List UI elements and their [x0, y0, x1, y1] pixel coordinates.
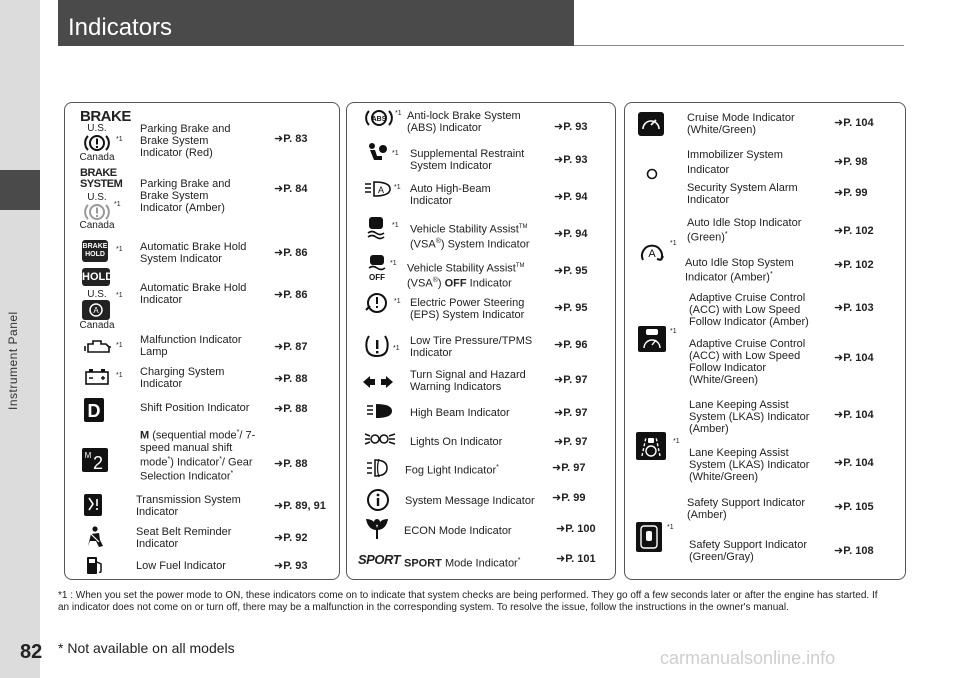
vsa-off-icon [366, 254, 388, 282]
label-acc-amber: Adaptive Cruise Control (ACC) with Low Speed Follow Indicator (Amber) [689, 292, 809, 328]
shift-position-d-icon [84, 398, 104, 422]
label-auto-brake-hold: Automatic Brake Hold Indicator [140, 282, 247, 306]
ref-p94: ➜P. 94 [554, 191, 588, 203]
arrow-icon: ➜ [274, 341, 284, 353]
ref-p87: ➜P. 87 [274, 341, 308, 353]
ref-p108: ➜P. 108 [834, 545, 874, 557]
arrow-icon: ➜ [834, 225, 844, 237]
brake-word-icon: BRAKE [80, 108, 131, 125]
auto-brake-hold-icon [82, 300, 110, 320]
sport-word-icon: SPORT [358, 552, 401, 567]
turn-signal-icon [362, 374, 394, 390]
svg-text:A: A [93, 306, 99, 315]
auto-high-beam-icon [364, 180, 392, 198]
ref-p97b: ➜P. 97 [554, 407, 588, 419]
ref-p105: ➜P. 105 [834, 501, 874, 513]
arrow-icon: ➜ [554, 191, 564, 203]
svg-text:D: D [87, 401, 101, 421]
label-econ: ECON Mode Indicator [404, 525, 512, 537]
page-number: 82 [20, 641, 43, 663]
gear-m2-icon [82, 448, 108, 472]
footnote-ref: *1 [670, 240, 677, 247]
ref-p102b: ➜P. 102 [834, 259, 874, 271]
ref-p101: ➜P. 101 [556, 553, 596, 565]
label-sport-mode: SPORT Mode Indicator* [404, 557, 521, 570]
label-acc-white-green: Adaptive Cruise Control (ACC) with Low Speed Follow Indicator (White/Green) [689, 338, 806, 386]
arrow-icon: ➜ [274, 247, 284, 259]
label-lkas-white-green: Lane Keeping Assist System (LKAS) Indicator (White/Green) [689, 447, 810, 483]
arrow-icon: ➜ [834, 457, 844, 469]
region-canada: Canada [79, 152, 115, 163]
hold-icon: HOLD [82, 268, 110, 286]
arrow-icon: ➜ [834, 259, 844, 271]
arrow-icon: ➜ [834, 302, 844, 314]
arrow-icon: ➜ [554, 407, 564, 419]
arrow-icon: ➜ [274, 532, 284, 544]
arrow-icon: ➜ [834, 156, 844, 168]
ref-p88b: ➜P. 88 [274, 403, 308, 415]
arrow-icon: ➜ [554, 154, 564, 166]
svg-text:ABS: ABS [371, 116, 387, 123]
region-us: U.S. [87, 289, 107, 300]
svg-text:OFF: OFF [369, 273, 385, 282]
ref-p104b: ➜P. 104 [834, 352, 874, 364]
footnote-ref: *1 [395, 110, 402, 117]
footnote: *1 : When you set the power mode to ON, these indicators come on to indicate that system checks are being performed. They go off a few seconds later or after the engine has started. If an indicator does not come on or turn off, there may be a malfunction in the corresponding system. To resolve the issue, follow the instructions in the owner's manual. [58, 590, 878, 613]
ref-p99-sm: ➜P. 99 [552, 492, 586, 504]
abs-icon [364, 108, 394, 128]
lights-on-icon [364, 430, 396, 448]
arrow-icon: ➜ [554, 374, 564, 386]
arrow-icon: ➜ [274, 373, 284, 385]
label-eps: Electric Power Steering (EPS) System Indicator [410, 297, 525, 321]
arrow-icon: ➜ [554, 121, 564, 133]
label-safety-support-green: Safety Support Indicator (Green/Gray) [689, 539, 808, 563]
arrow-icon: ➜ [552, 462, 562, 474]
label-immobilizer: Immobilizer System Indicator [687, 149, 783, 176]
label-vsa: Vehicle Stability Assist™ (VSA®) System Indicator [410, 223, 530, 251]
transmission-icon [84, 494, 102, 516]
label-auto-idle-stop-green: Auto Idle Stop Indicator (Green)* [687, 217, 802, 244]
footnote-ref: *1 [392, 222, 399, 229]
svg-text:M: M [84, 451, 92, 460]
footnote-ref: *1 [390, 260, 397, 267]
label-security-alarm: Security System Alarm Indicator [687, 182, 798, 206]
arrow-icon: ➜ [834, 187, 844, 199]
brake-warning-amber-icon [84, 202, 110, 222]
ref-p97c: ➜P. 97 [554, 436, 588, 448]
label-system-message: System Message Indicator [405, 495, 535, 507]
ref-p88: ➜P. 88 [274, 373, 308, 385]
label-transmission-system: Transmission System Indicator [136, 494, 241, 518]
footnote-ref: *1 [116, 246, 123, 253]
label-parking-brake-red: Parking Brake and Brake System Indicator (Red) [140, 123, 231, 159]
ref-p92: ➜P. 92 [274, 532, 308, 544]
ref-p93-srs: ➜P. 93 [554, 154, 588, 166]
ref-p95b: ➜P. 95 [554, 302, 588, 314]
battery-icon [84, 368, 110, 386]
label-auto-idle-stop-amber: Auto Idle Stop System Indicator (Amber)* [685, 257, 794, 284]
tire-pressure-icon [364, 334, 390, 358]
safety-support-icon [636, 522, 662, 552]
label-srs: Supplemental Restraint System Indicator [410, 148, 525, 172]
ref-p103: ➜P. 103 [834, 302, 874, 314]
arrow-icon: ➜ [274, 183, 284, 195]
fog-light-icon [366, 458, 388, 478]
label-high-beam: High Beam Indicator [410, 407, 510, 419]
system-message-icon [366, 488, 390, 512]
high-beam-icon [366, 402, 394, 420]
arrow-icon: ➜ [274, 133, 284, 145]
label-shift-position: Shift Position Indicator [140, 402, 250, 414]
label-seat-belt: Seat Belt Reminder Indicator [136, 526, 232, 550]
svg-text:A: A [648, 248, 656, 260]
ref-p97d: ➜P. 97 [552, 462, 586, 474]
arrow-icon: ➜ [554, 436, 564, 448]
footnote-ref: *1 [394, 184, 401, 191]
ref-p104c: ➜P. 104 [834, 409, 874, 421]
arrow-icon: ➜ [834, 117, 844, 129]
arrow-icon: ➜ [834, 545, 844, 557]
ref-p89: ➜P. 89, 91 [274, 500, 326, 512]
ref-p97: ➜P. 97 [554, 374, 588, 386]
label-safety-support-amber: Safety Support Indicator (Amber) [687, 497, 806, 521]
arrow-icon: ➜ [274, 560, 284, 572]
label-fog-light: Fog Light Indicator* [405, 464, 499, 477]
footnote-ref: *1 [116, 292, 123, 299]
arrow-icon: ➜ [554, 302, 564, 314]
arrow-icon: ➜ [552, 492, 562, 504]
arrow-icon: ➜ [274, 403, 284, 415]
fuel-pump-icon [86, 555, 104, 575]
label-lkas-amber: Lane Keeping Assist System (LKAS) Indicator (Amber) [689, 399, 810, 435]
svg-text:2: 2 [92, 453, 104, 472]
label-charging-system: Charging System Indicator [140, 366, 225, 390]
sidebar-tab-marker [0, 170, 40, 210]
ref-p88c: ➜P. 88 [274, 458, 308, 470]
ref-p86: ➜P. 86 [274, 247, 308, 259]
engine-icon [84, 338, 112, 356]
section-label: Instrument Panel [6, 311, 20, 410]
label-sequential-mode: M (sequential mode*/ 7-speed manual shift mode*) Indicator*/ Gear Selection Indicator* [140, 429, 256, 483]
footnote-ref: *1 [116, 136, 123, 143]
ref-p100: ➜P. 100 [556, 523, 596, 535]
eps-icon [364, 292, 390, 314]
footnote-ref: *1 [393, 345, 400, 352]
region-us: U.S. [87, 192, 107, 203]
page-title: Indicators [68, 14, 173, 41]
footnote-ref: *1 [116, 342, 123, 349]
footnote-ref: *1 [670, 328, 677, 335]
key-circle-icon [646, 168, 658, 180]
ref-p104d: ➜P. 104 [834, 457, 874, 469]
arrow-icon: ➜ [554, 339, 564, 351]
acc-icon [638, 326, 666, 352]
footnote-ref: *1 [392, 150, 399, 157]
label-abs: Anti-lock Brake System (ABS) Indicator [407, 110, 521, 134]
ref-p98: ➜P. 98 [834, 156, 868, 168]
brake-system-word-icon: BRAKE SYSTEM [80, 167, 123, 190]
econ-leaf-icon [364, 516, 390, 540]
ref-p93-abs: ➜P. 93 [554, 121, 588, 133]
arrow-icon: ➜ [554, 228, 564, 240]
ref-p84: ➜P. 84 [274, 183, 308, 195]
availability-note: * Not available on all models [58, 640, 235, 656]
arrow-icon: ➜ [834, 352, 844, 364]
arrow-icon: ➜ [834, 501, 844, 513]
ref-p86b: ➜P. 86 [274, 289, 308, 301]
label-malfunction: Malfunction Indicator Lamp [140, 334, 242, 358]
label-cruise-mode: Cruise Mode Indicator (White/Green) [687, 112, 795, 136]
brake-hold-icon: BRAKE HOLD [82, 240, 108, 262]
ref-p104: ➜P. 104 [834, 117, 874, 129]
arrow-icon: ➜ [274, 289, 284, 301]
ref-p99: ➜P. 99 [834, 187, 868, 199]
arrow-icon: ➜ [274, 500, 284, 512]
label-lights-on: Lights On Indicator [410, 436, 503, 448]
title-rule [574, 45, 904, 46]
footnote-ref: *1 [116, 372, 123, 379]
auto-idle-stop-icon [638, 240, 666, 264]
brake-warning-icon [84, 133, 110, 153]
region-canada: Canada [79, 320, 115, 331]
label-tpms: Low Tire Pressure/TPMS Indicator [410, 335, 533, 359]
footnote-ref: *1 [673, 438, 680, 445]
label-turn-signal: Turn Signal and Hazard Warning Indicators [410, 369, 526, 393]
watermark: carmanualsonline.info [660, 648, 836, 668]
arrow-icon: ➜ [554, 265, 564, 277]
region-us: U.S. [87, 123, 107, 134]
ref-p83: ➜P. 83 [274, 133, 308, 145]
footnote-ref: *1 [667, 524, 674, 531]
label-low-fuel: Low Fuel Indicator [136, 560, 226, 572]
label-vsa-off: Vehicle Stability Assist™ (VSA®) OFF Indicator [407, 262, 525, 290]
arrow-icon: ➜ [556, 523, 566, 535]
lkas-icon [636, 432, 666, 460]
region-canada: Canada [79, 220, 115, 231]
ref-p102: ➜P. 102 [834, 225, 874, 237]
arrow-icon: ➜ [834, 409, 844, 421]
label-parking-brake-amber: Parking Brake and Brake System Indicator (Amber) [140, 178, 231, 214]
ref-p95: ➜P. 95 [554, 265, 588, 277]
ref-p94b: ➜P. 94 [554, 228, 588, 240]
footnote-ref: *1 [114, 201, 121, 208]
airbag-icon [366, 142, 388, 164]
svg-text:A: A [377, 185, 385, 195]
label-auto-high-beam: Auto High-Beam Indicator [410, 183, 491, 207]
arrow-icon: ➜ [274, 458, 284, 470]
ref-p96: ➜P. 96 [554, 339, 588, 351]
seat-belt-icon [86, 526, 104, 548]
arrow-icon: ➜ [556, 553, 566, 565]
footnote-ref: *1 [394, 298, 401, 305]
cruise-mode-icon [638, 112, 664, 136]
ref-p93: ➜P. 93 [274, 560, 308, 572]
label-auto-brake-hold-system: Automatic Brake Hold System Indicator [140, 241, 247, 265]
vsa-icon [366, 216, 386, 240]
